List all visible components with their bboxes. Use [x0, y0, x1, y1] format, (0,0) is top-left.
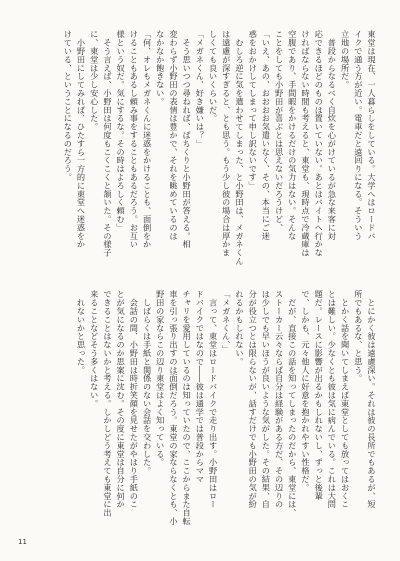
lower-text-block: とにかく彼は遠慮深い。それは彼の長所でもあるが、短 所でもあるな、と思う。 とかく話を聞いてしまえば東堂としても放ってはおくこ とは難しい。少なくとも彼は気に病んでいる。これは大問 題だ。レースに影響が出るかもしれないし、ずっと後輩 で、しかも、元々他人に好意を抱かれやすい性格だ。 だが、直接この話を知ってしまったのだから、東堂には、 ストーカー云々ならば自分は経験がある方だ、その辺りの は少しでも早いほうが良いような気がした。その結果、自 分が役立つとは限らないが、話すだけでも小野田の気が紛 れるかもしれない。 「メガネくん、」 言って、東堂はロードバイクで走り出す。小野田はロー ドバイクではなので――彼は通学では普段からママ チャリを愛用しているのは知っていたので、ここからまた自転 車を引っ張り出すのは面倒だろう。東堂の家ならなくとも、小 野田の家ならこの辺り東堂はよく知っている。 しばらくは手紙と関係のない会話を交わした。 会話の間、小野田は時折笑顔を見せたがやはり手紙のこ とが気になるのか思案に沈む。その度に東堂は自分に何か できることはないかと考える。しかしどう考えても東堂に出 来ることなどそう多くはない。 れないかと思った。 [76, 290, 377, 526]
page-number: 11 [18, 538, 27, 546]
upper-text-block: 東堂は現在、一人暮らしをしている。大学へはロードバ イクで通う方が近い。電車だと遠回りになる。そういう 立地の場所だ。 普段からなるべく自炊を心がけているが急な来客に対 応できるほどのものは置いていない。あとはバイトへ行かな ければならない時間も考えると、東堂も、現時点で冷蔵庫は 空腹であり、手間暇をかけるだけの気力はない。そんな ことをしても小野田が喜ぶとは思えないだろうけど、 「いえ、あの、おおおお気遣いなく、その、本当にご迷 惑をおかけしてしまって申し訳ないです」 むしろ逆に気を遣わせてしまった、と小野田は、メガネくん は遠慮が深すぎると、とも思う。もう少し彼の場合は厚かま しくても良いくらいだ。 「メガネくん、好き嫌いは？」 そう思いつつ尋ねれば、ぱちくりと小野田が答える。相 変わらず小野田の表情は豊かで、それを眺めているのは なかなか飽きない。 「何、オレもメガネくんに迷惑をかけることも、面倒をか けることもあるし頼み事をすることもあるだろう。お互い 様という奴だ。気にするな。その時はよろしく頼む」 そう言えば、小野田は何度もこくこくと頷いた。その様子 に、東堂は少し安心した。 小野田にしてみれば、ひたすら一方的に東堂へ迷惑をか けている、ということになるのだろう。 [63, 30, 377, 266]
